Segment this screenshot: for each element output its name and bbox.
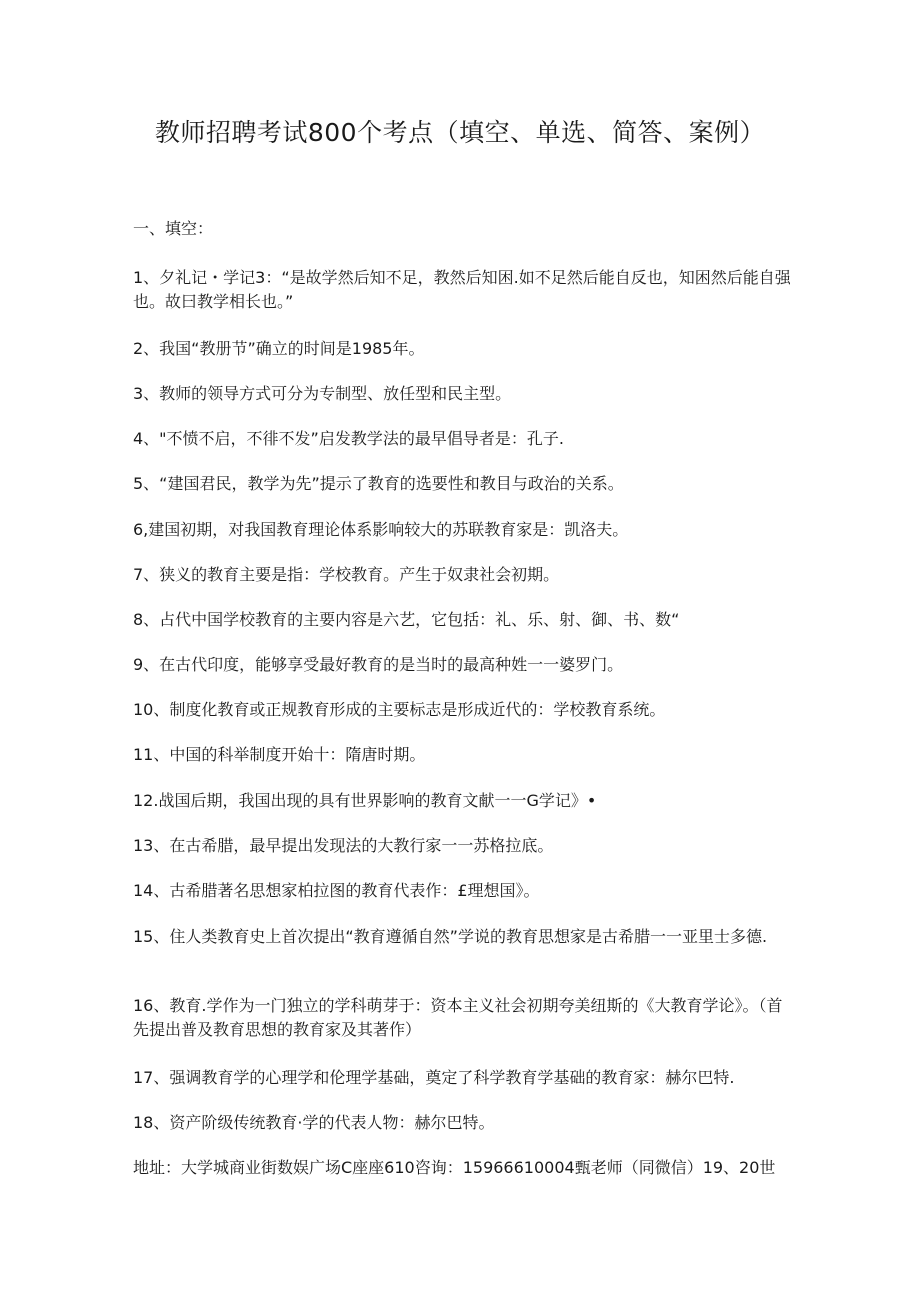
list-item: 17、强调教育学的心理学和伦理学基础，奠定了科学教育学基础的教育家：赫尔巴特. xyxy=(133,1068,735,1087)
section-heading: 一、填空： xyxy=(133,219,214,238)
list-item: 12.战国后期，我国出现的具有世界影响的教育文献一一G学记》• xyxy=(133,791,597,810)
list-item: 4、"不愤不启，不徘不发”启发教学法的最早倡导者是：孔子. xyxy=(133,429,564,448)
list-item: 5、“建国君民，教学为先”提示了教育的选要性和教目与政治的关系。 xyxy=(133,474,624,493)
list-item: 14、古希腊著名思想家柏拉图的教育代表作：£理想国》。 xyxy=(133,881,540,900)
list-item: 13、在古希腊，最早提出发现法的大教行家一一苏格拉底。 xyxy=(133,836,554,855)
list-item: 10、制度化教育或正规教育形成的主要标志是形成近代的：学校教育系统。 xyxy=(133,700,666,719)
list-item: 6,建国初期，对我国教育理论体系影响较大的苏联教育家是：凯洛夫。 xyxy=(133,520,629,539)
list-item: 2、我国“教册节”确立的时间是1985年。 xyxy=(133,339,425,358)
list-item: 16、教育.学作为一门独立的学科萌芽于：资本主义社会初期夸美纽斯的《大教育学论》。（首先提出普及教育思想的教育家及其著作） xyxy=(133,996,783,1039)
list-item: 3、教师的领导方式可分为专制型、放任型和民主型。 xyxy=(133,384,512,403)
footer-contact: 地址：大学城商业街数娱广场C座座610咨询：15966610004甄老师（同微信）19、20世 xyxy=(133,1158,776,1177)
list-item: 8、占代中国学校教育的主要内容是六艺，它包括：礼、乐、射、御、书、数“ xyxy=(133,610,680,629)
list-item: 15、住人类教育史上首次提出“教育遵循自然”学说的教育思想家是古希腊一一亚里士多德. xyxy=(133,927,768,946)
list-item: 1、夕礼记・学记3：“是故学然后知不足，教然后知困.如不足然后能自反也，知困然后能自强也。故曰教学相长也。” xyxy=(133,268,791,311)
document-title: 教师招聘考试800个考点（填空、单选、简答、案例） xyxy=(154,118,766,147)
list-item: 7、狭义的教育主要是指：学校教育。产生于奴隶社会初期。 xyxy=(133,565,560,584)
list-item: 11、中国的科举制度开始十：隋唐时期。 xyxy=(133,745,426,764)
list-item: 18、资产阶级传统教育·学的代表人物：赫尔巴特。 xyxy=(133,1113,495,1132)
list-item: 9、在古代印度，能够享受最好教育的是当时的最高种姓一一婆罗门。 xyxy=(133,655,624,674)
